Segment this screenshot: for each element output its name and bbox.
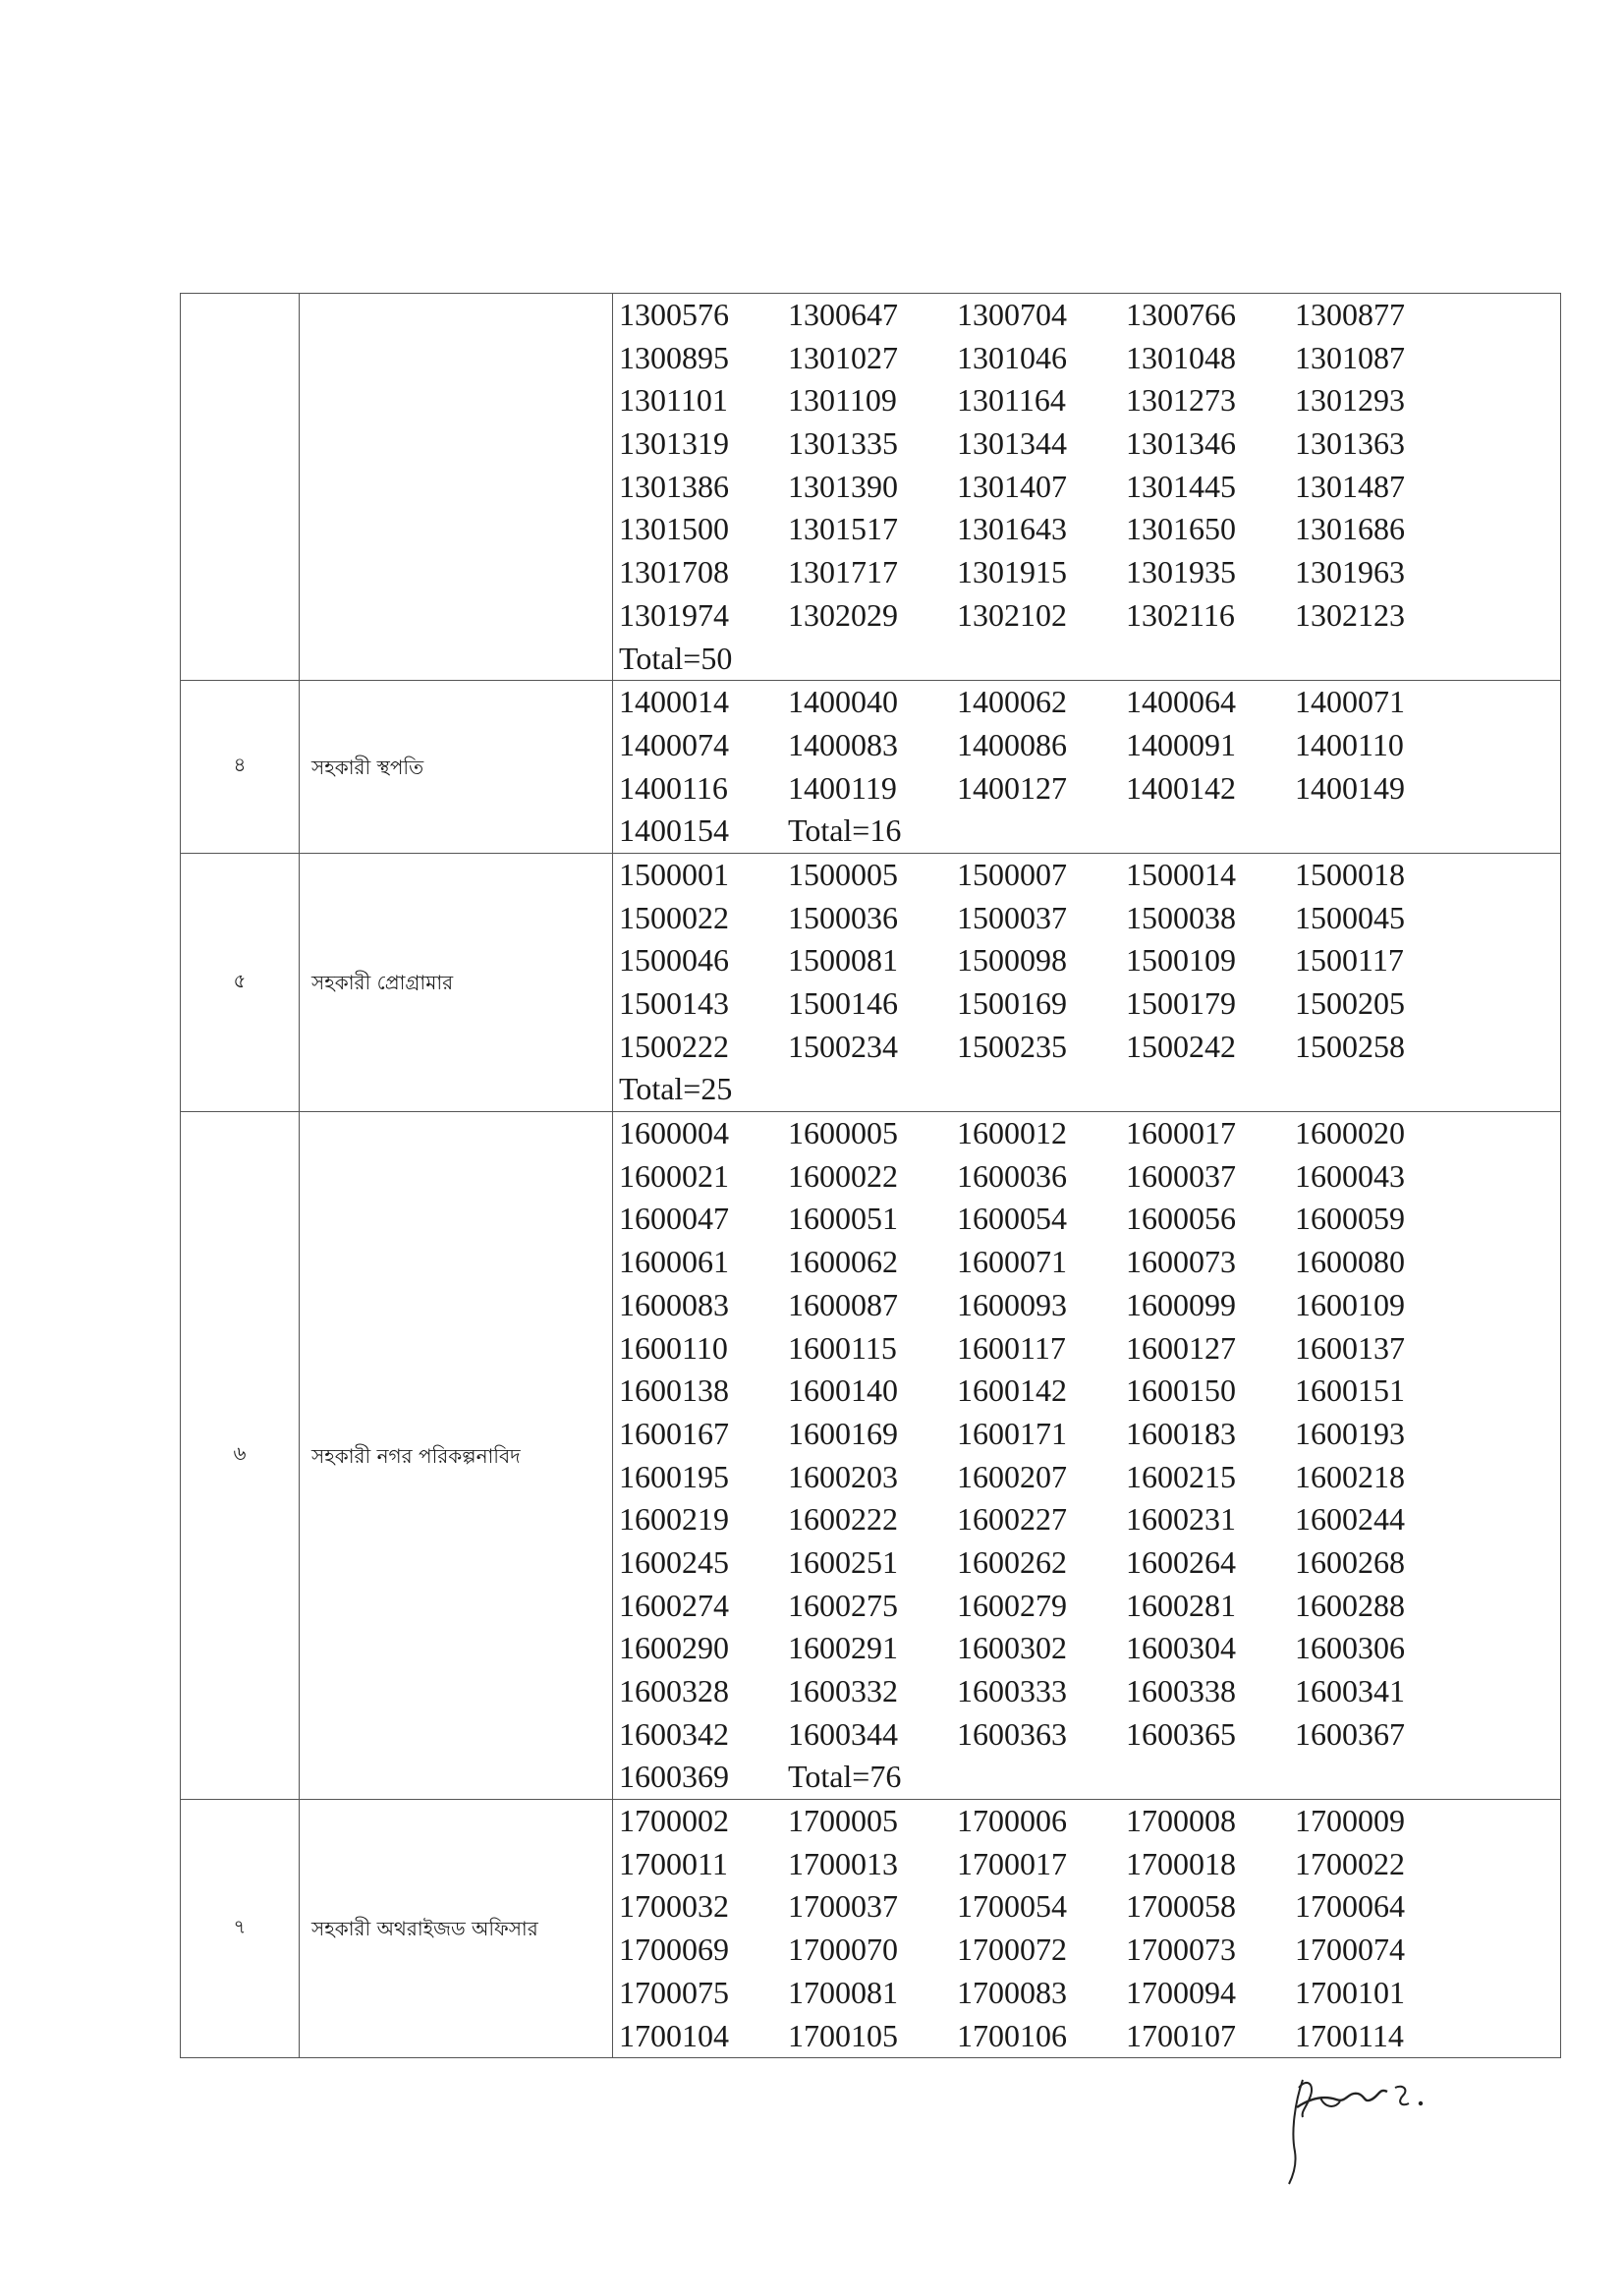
roll-number: 1301046 bbox=[957, 339, 1067, 375]
serial-number: ৫ bbox=[181, 853, 300, 1111]
roll-number: 1301273 bbox=[1126, 382, 1236, 419]
roll-number: 1700032 bbox=[619, 1888, 729, 1925]
roll-line bbox=[613, 1198, 1560, 1241]
roll-number: 1600004 bbox=[619, 1115, 729, 1151]
roll-number: 1700069 bbox=[619, 1931, 729, 1968]
roll-number: 1700008 bbox=[1126, 1803, 1236, 1839]
roll-number: 1301027 bbox=[788, 339, 898, 375]
roll-number: 1600080 bbox=[1295, 1244, 1405, 1280]
roll-number: 1600268 bbox=[1295, 1543, 1405, 1580]
roll-line bbox=[613, 1929, 1560, 1972]
post-name: সহকারী প্রোগ্রামার bbox=[300, 853, 613, 1111]
roll-number: 1600087 bbox=[788, 1286, 898, 1322]
roll-line bbox=[613, 939, 1560, 982]
roll-number: 1301935 bbox=[1126, 554, 1236, 590]
serial-number bbox=[181, 294, 300, 681]
roll-number: 1500001 bbox=[619, 856, 729, 892]
serial-number: ৪ bbox=[181, 681, 300, 854]
roll-number: 1600183 bbox=[1126, 1415, 1236, 1451]
roll-line bbox=[613, 681, 1560, 724]
roll-number: 1400083 bbox=[788, 726, 898, 762]
roll-number: 1600244 bbox=[1295, 1501, 1405, 1538]
roll-number: 1700106 bbox=[957, 2017, 1067, 2053]
roll-number: 1700070 bbox=[788, 1931, 898, 1968]
roll-number: 1400142 bbox=[1126, 769, 1236, 806]
roll-number: 1400014 bbox=[619, 684, 729, 720]
roll-line bbox=[613, 1972, 1560, 2015]
roll-line bbox=[613, 1456, 1560, 1499]
roll-number: 1301643 bbox=[957, 511, 1067, 547]
roll-number: 1600264 bbox=[1126, 1543, 1236, 1580]
roll-number: 1400064 bbox=[1126, 684, 1236, 720]
roll-number: 1600365 bbox=[1126, 1715, 1236, 1752]
roll-number: 1600218 bbox=[1295, 1458, 1405, 1494]
roll-number: 1500143 bbox=[619, 985, 729, 1021]
roll-number: 1400154 bbox=[619, 812, 729, 849]
roll-number: 1500222 bbox=[619, 1028, 729, 1064]
roll-number: 1600142 bbox=[957, 1372, 1067, 1409]
roll-number: 1600338 bbox=[1126, 1673, 1236, 1708]
roll-number: 1700074 bbox=[1295, 1931, 1405, 1968]
roll-number: 1301500 bbox=[619, 511, 729, 547]
roll-line bbox=[613, 422, 1560, 466]
roll-number: 1600099 bbox=[1126, 1286, 1236, 1322]
roll-line bbox=[613, 1327, 1560, 1371]
roll-number: 1301087 bbox=[1295, 339, 1405, 375]
roll-number: 1600150 bbox=[1126, 1372, 1236, 1409]
roll-line bbox=[613, 810, 1560, 853]
roll-number: 1600059 bbox=[1295, 1201, 1405, 1237]
roll-number: 1300647 bbox=[788, 297, 898, 332]
roll-number: 1700064 bbox=[1295, 1888, 1405, 1925]
roll-line bbox=[613, 1068, 1560, 1111]
roll-number: 1600281 bbox=[1126, 1587, 1236, 1623]
roll-number: 1302123 bbox=[1295, 596, 1405, 633]
roll-line bbox=[613, 982, 1560, 1026]
roll-number: 1600036 bbox=[957, 1157, 1067, 1194]
roll-number: 1301048 bbox=[1126, 339, 1236, 375]
roll-numbers-cell bbox=[613, 681, 1561, 854]
roll-number: 1400127 bbox=[957, 769, 1067, 806]
roll-number: 1600127 bbox=[1126, 1329, 1236, 1366]
serial-number: ৭ bbox=[181, 1800, 300, 2058]
roll-number: 1700105 bbox=[788, 2017, 898, 2053]
roll-number: 1700104 bbox=[619, 2017, 729, 2053]
post-name: সহকারী স্থপতি bbox=[300, 681, 613, 854]
roll-number: 1301708 bbox=[619, 554, 729, 590]
roll-number: 1600245 bbox=[619, 1543, 729, 1580]
roll-number: 1600306 bbox=[1295, 1630, 1405, 1666]
roll-number: 1500109 bbox=[1126, 942, 1236, 979]
roll-number: 1301363 bbox=[1295, 425, 1405, 462]
roll-number: 1301293 bbox=[1295, 382, 1405, 419]
roll-line bbox=[613, 1627, 1560, 1670]
roll-number: 1400086 bbox=[957, 726, 1067, 762]
roll-number: 1600110 bbox=[619, 1329, 728, 1366]
roll-number: 1700013 bbox=[788, 1845, 898, 1881]
roll-line bbox=[613, 1112, 1560, 1155]
roll-number: 1301346 bbox=[1126, 425, 1236, 462]
roll-numbers-cell bbox=[613, 1800, 1561, 2058]
roll-number: 1500258 bbox=[1295, 1028, 1405, 1064]
roll-number: 1600137 bbox=[1295, 1329, 1405, 1366]
roll-number: 1600302 bbox=[957, 1630, 1067, 1666]
roll-number: 1600151 bbox=[1295, 1372, 1405, 1409]
roll-number: 1600167 bbox=[619, 1415, 729, 1451]
roll-number: 1600054 bbox=[957, 1201, 1067, 1237]
roll-number: 1600290 bbox=[619, 1630, 729, 1666]
roll-number: 1400040 bbox=[788, 684, 898, 720]
roll-number: 1700006 bbox=[957, 1803, 1067, 1839]
section-row bbox=[181, 681, 1561, 854]
roll-number: 1301164 bbox=[957, 382, 1066, 419]
roll-number: 1302102 bbox=[957, 596, 1067, 633]
roll-number: 1301650 bbox=[1126, 511, 1236, 547]
roll-number: 1301963 bbox=[1295, 554, 1405, 590]
roll-number: 1600043 bbox=[1295, 1157, 1405, 1194]
roll-number: 1302116 bbox=[1126, 596, 1235, 633]
roll-number: 1700017 bbox=[957, 1845, 1067, 1881]
roll-number: 1600169 bbox=[788, 1415, 898, 1451]
roll-line bbox=[613, 1843, 1560, 1886]
roll-number: 1500045 bbox=[1295, 899, 1405, 935]
roll-number: 1600022 bbox=[788, 1157, 898, 1194]
roll-line bbox=[613, 724, 1560, 767]
roll-number: 1400074 bbox=[619, 726, 729, 762]
roll-line bbox=[613, 508, 1560, 551]
roll-number: 1700081 bbox=[788, 1974, 898, 2010]
roll-line bbox=[613, 767, 1560, 811]
roll-numbers-cell bbox=[613, 853, 1561, 1111]
roll-number: 1700002 bbox=[619, 1803, 729, 1839]
roll-line bbox=[613, 1885, 1560, 1929]
roll-line bbox=[613, 1670, 1560, 1713]
roll-line bbox=[613, 1026, 1560, 1069]
roll-number: 1600363 bbox=[957, 1715, 1067, 1752]
roll-number: 1301974 bbox=[619, 596, 729, 633]
roll-number: 1700005 bbox=[788, 1803, 898, 1839]
roll-number: 1700083 bbox=[957, 1974, 1067, 2010]
roll-line bbox=[613, 551, 1560, 594]
total-count: Total=16 bbox=[788, 812, 902, 849]
roll-number: 1700114 bbox=[1295, 2017, 1404, 2053]
roll-number: 1500014 bbox=[1126, 856, 1236, 892]
roll-number: 1301915 bbox=[957, 554, 1067, 590]
roll-number: 1600341 bbox=[1295, 1673, 1405, 1708]
roll-number: 1600231 bbox=[1126, 1501, 1236, 1538]
roll-number: 1600083 bbox=[619, 1286, 729, 1322]
roll-number: 1301390 bbox=[788, 468, 898, 504]
roll-number: 1500098 bbox=[957, 942, 1067, 979]
roll-number: 1600061 bbox=[619, 1244, 729, 1280]
roll-number: 1300576 bbox=[619, 297, 729, 332]
roll-number: 1500117 bbox=[1295, 942, 1404, 979]
roll-number: 1600219 bbox=[619, 1501, 729, 1538]
roll-line bbox=[613, 1800, 1560, 1843]
roll-line bbox=[613, 1370, 1560, 1413]
roll-number: 1301407 bbox=[957, 468, 1067, 504]
roll-line bbox=[613, 294, 1560, 337]
signature bbox=[1277, 2048, 1434, 2196]
roll-number: 1301109 bbox=[788, 382, 897, 419]
roll-number: 1700073 bbox=[1126, 1931, 1236, 1968]
roll-number: 1600047 bbox=[619, 1201, 729, 1237]
roll-number: 1700037 bbox=[788, 1888, 898, 1925]
roll-number: 1301386 bbox=[619, 468, 729, 504]
roll-number: 1600203 bbox=[788, 1458, 898, 1494]
roll-line bbox=[613, 594, 1560, 638]
roll-line bbox=[613, 1498, 1560, 1541]
roll-number: 1600117 bbox=[957, 1329, 1066, 1366]
roll-line bbox=[613, 1713, 1560, 1757]
roll-number: 1600193 bbox=[1295, 1415, 1405, 1451]
roll-number: 1301335 bbox=[788, 425, 898, 462]
roll-number: 1600056 bbox=[1126, 1201, 1236, 1237]
roll-number: 1500005 bbox=[788, 856, 898, 892]
roll-number: 1600017 bbox=[1126, 1115, 1236, 1151]
roll-line bbox=[613, 638, 1560, 681]
roll-number: 1301686 bbox=[1295, 511, 1405, 547]
roll-number: 1700009 bbox=[1295, 1803, 1405, 1839]
roll-number: 1500234 bbox=[788, 1028, 898, 1064]
roll-number: 1600115 bbox=[788, 1329, 897, 1366]
roll-number: 1301445 bbox=[1126, 468, 1236, 504]
roll-number: 1400110 bbox=[1295, 726, 1404, 762]
roll-number: 1600012 bbox=[957, 1115, 1067, 1151]
roll-number: 1500242 bbox=[1126, 1028, 1236, 1064]
roll-number: 1700101 bbox=[1295, 1974, 1405, 2010]
roll-number: 1600140 bbox=[788, 1372, 898, 1409]
roll-number: 1700022 bbox=[1295, 1845, 1405, 1881]
roll-number: 1400116 bbox=[619, 769, 728, 806]
roll-line bbox=[613, 379, 1560, 422]
roll-number: 1301517 bbox=[788, 511, 898, 547]
roll-number: 1500205 bbox=[1295, 985, 1405, 1021]
serial-number: ৬ bbox=[181, 1112, 300, 1800]
roll-number: 1600332 bbox=[788, 1673, 898, 1708]
roll-number: 1600062 bbox=[788, 1244, 898, 1280]
section-row bbox=[181, 1112, 1561, 1800]
roll-number: 1500046 bbox=[619, 942, 729, 979]
roll-number: 1400119 bbox=[788, 769, 897, 806]
roll-number: 1600138 bbox=[619, 1372, 729, 1409]
section-row bbox=[181, 1800, 1561, 2058]
roll-number: 1500179 bbox=[1126, 985, 1236, 1021]
section-row bbox=[181, 294, 1561, 681]
roll-number: 1600227 bbox=[957, 1501, 1067, 1538]
post-name: সহকারী নগর পরিকল্পনাবিদ bbox=[300, 1112, 613, 1800]
roll-number: 1600093 bbox=[957, 1286, 1067, 1322]
roll-numbers-cell bbox=[613, 1112, 1561, 1800]
roll-line bbox=[613, 1155, 1560, 1199]
roll-line bbox=[613, 1756, 1560, 1799]
total-count: Total=50 bbox=[619, 640, 733, 676]
roll-number: 1700107 bbox=[1126, 2017, 1236, 2053]
roll-line bbox=[613, 337, 1560, 380]
roll-line bbox=[613, 1241, 1560, 1284]
roll-number: 1300877 bbox=[1295, 297, 1405, 332]
roll-number: 1600251 bbox=[788, 1543, 898, 1580]
roll-number: 1500146 bbox=[788, 985, 898, 1021]
roll-number: 1500036 bbox=[788, 899, 898, 935]
roll-number: 1700075 bbox=[619, 1974, 729, 2010]
roll-number: 1600073 bbox=[1126, 1244, 1236, 1280]
roll-number: 1400071 bbox=[1295, 684, 1405, 720]
roll-number: 1600051 bbox=[788, 1201, 898, 1237]
roll-number: 1301717 bbox=[788, 554, 898, 590]
roll-line bbox=[613, 897, 1560, 940]
results-table-body bbox=[181, 294, 1561, 2058]
roll-number: 1600037 bbox=[1126, 1157, 1236, 1194]
roll-number: 1300895 bbox=[619, 339, 729, 375]
roll-number: 1600171 bbox=[957, 1415, 1067, 1451]
roll-number: 1600274 bbox=[619, 1587, 729, 1623]
roll-number: 1600222 bbox=[788, 1501, 898, 1538]
roll-number: 1600215 bbox=[1126, 1458, 1236, 1494]
roll-number: 1600279 bbox=[957, 1587, 1067, 1623]
roll-number: 1700018 bbox=[1126, 1845, 1236, 1881]
roll-number: 1301101 bbox=[619, 382, 728, 419]
roll-numbers-cell bbox=[613, 294, 1561, 681]
roll-number: 1301344 bbox=[957, 425, 1067, 462]
roll-number: 1600275 bbox=[788, 1587, 898, 1623]
roll-number: 1600005 bbox=[788, 1115, 898, 1151]
roll-number: 1600195 bbox=[619, 1458, 729, 1494]
roll-number: 1700058 bbox=[1126, 1888, 1236, 1925]
roll-number: 1300766 bbox=[1126, 297, 1236, 332]
roll-number: 1301319 bbox=[619, 425, 729, 462]
roll-number: 1600333 bbox=[957, 1673, 1067, 1708]
roll-line bbox=[613, 1585, 1560, 1628]
roll-line bbox=[613, 854, 1560, 897]
roll-number: 1600262 bbox=[957, 1543, 1067, 1580]
roll-number: 1500018 bbox=[1295, 856, 1405, 892]
roll-number: 1500038 bbox=[1126, 899, 1236, 935]
post-name bbox=[300, 294, 613, 681]
roll-line bbox=[613, 466, 1560, 509]
roll-number: 1600344 bbox=[788, 1715, 898, 1752]
roll-number: 1700054 bbox=[957, 1888, 1067, 1925]
roll-line bbox=[613, 1413, 1560, 1456]
roll-number: 1600304 bbox=[1126, 1630, 1236, 1666]
roll-number: 1600367 bbox=[1295, 1715, 1405, 1752]
roll-number: 1600288 bbox=[1295, 1587, 1405, 1623]
roll-number: 1600021 bbox=[619, 1157, 729, 1194]
total-count: Total=25 bbox=[619, 1071, 733, 1107]
roll-number: 1500037 bbox=[957, 899, 1067, 935]
roll-number: 1600369 bbox=[619, 1759, 729, 1795]
total-count: Total=76 bbox=[788, 1759, 902, 1795]
roll-number: 1500081 bbox=[788, 942, 898, 979]
roll-number: 1700011 bbox=[619, 1845, 728, 1881]
roll-number: 1400149 bbox=[1295, 769, 1405, 806]
roll-number: 1700072 bbox=[957, 1931, 1067, 1968]
results-table bbox=[180, 293, 1561, 2058]
roll-number: 1600291 bbox=[788, 1630, 898, 1666]
roll-number: 1301487 bbox=[1295, 468, 1405, 504]
roll-number: 1500007 bbox=[957, 856, 1067, 892]
post-name: সহকারী অথরাইজড অফিসার bbox=[300, 1800, 613, 2058]
roll-number: 1600342 bbox=[619, 1715, 729, 1752]
roll-number: 1700094 bbox=[1126, 1974, 1236, 2010]
roll-number: 1500169 bbox=[957, 985, 1067, 1021]
roll-number: 1400062 bbox=[957, 684, 1067, 720]
roll-line bbox=[613, 1284, 1560, 1327]
roll-number: 1300704 bbox=[957, 297, 1067, 332]
roll-number: 1600207 bbox=[957, 1458, 1067, 1494]
roll-number: 1600020 bbox=[1295, 1115, 1405, 1151]
roll-number: 1500022 bbox=[619, 899, 729, 935]
roll-number: 1600071 bbox=[957, 1244, 1067, 1280]
roll-number: 1600328 bbox=[619, 1673, 729, 1708]
roll-number: 1500235 bbox=[957, 1028, 1067, 1064]
roll-number: 1400091 bbox=[1126, 726, 1236, 762]
roll-line bbox=[613, 1541, 1560, 1585]
roll-number: 1600109 bbox=[1295, 1286, 1405, 1322]
roll-number: 1302029 bbox=[788, 596, 898, 633]
section-row bbox=[181, 853, 1561, 1111]
